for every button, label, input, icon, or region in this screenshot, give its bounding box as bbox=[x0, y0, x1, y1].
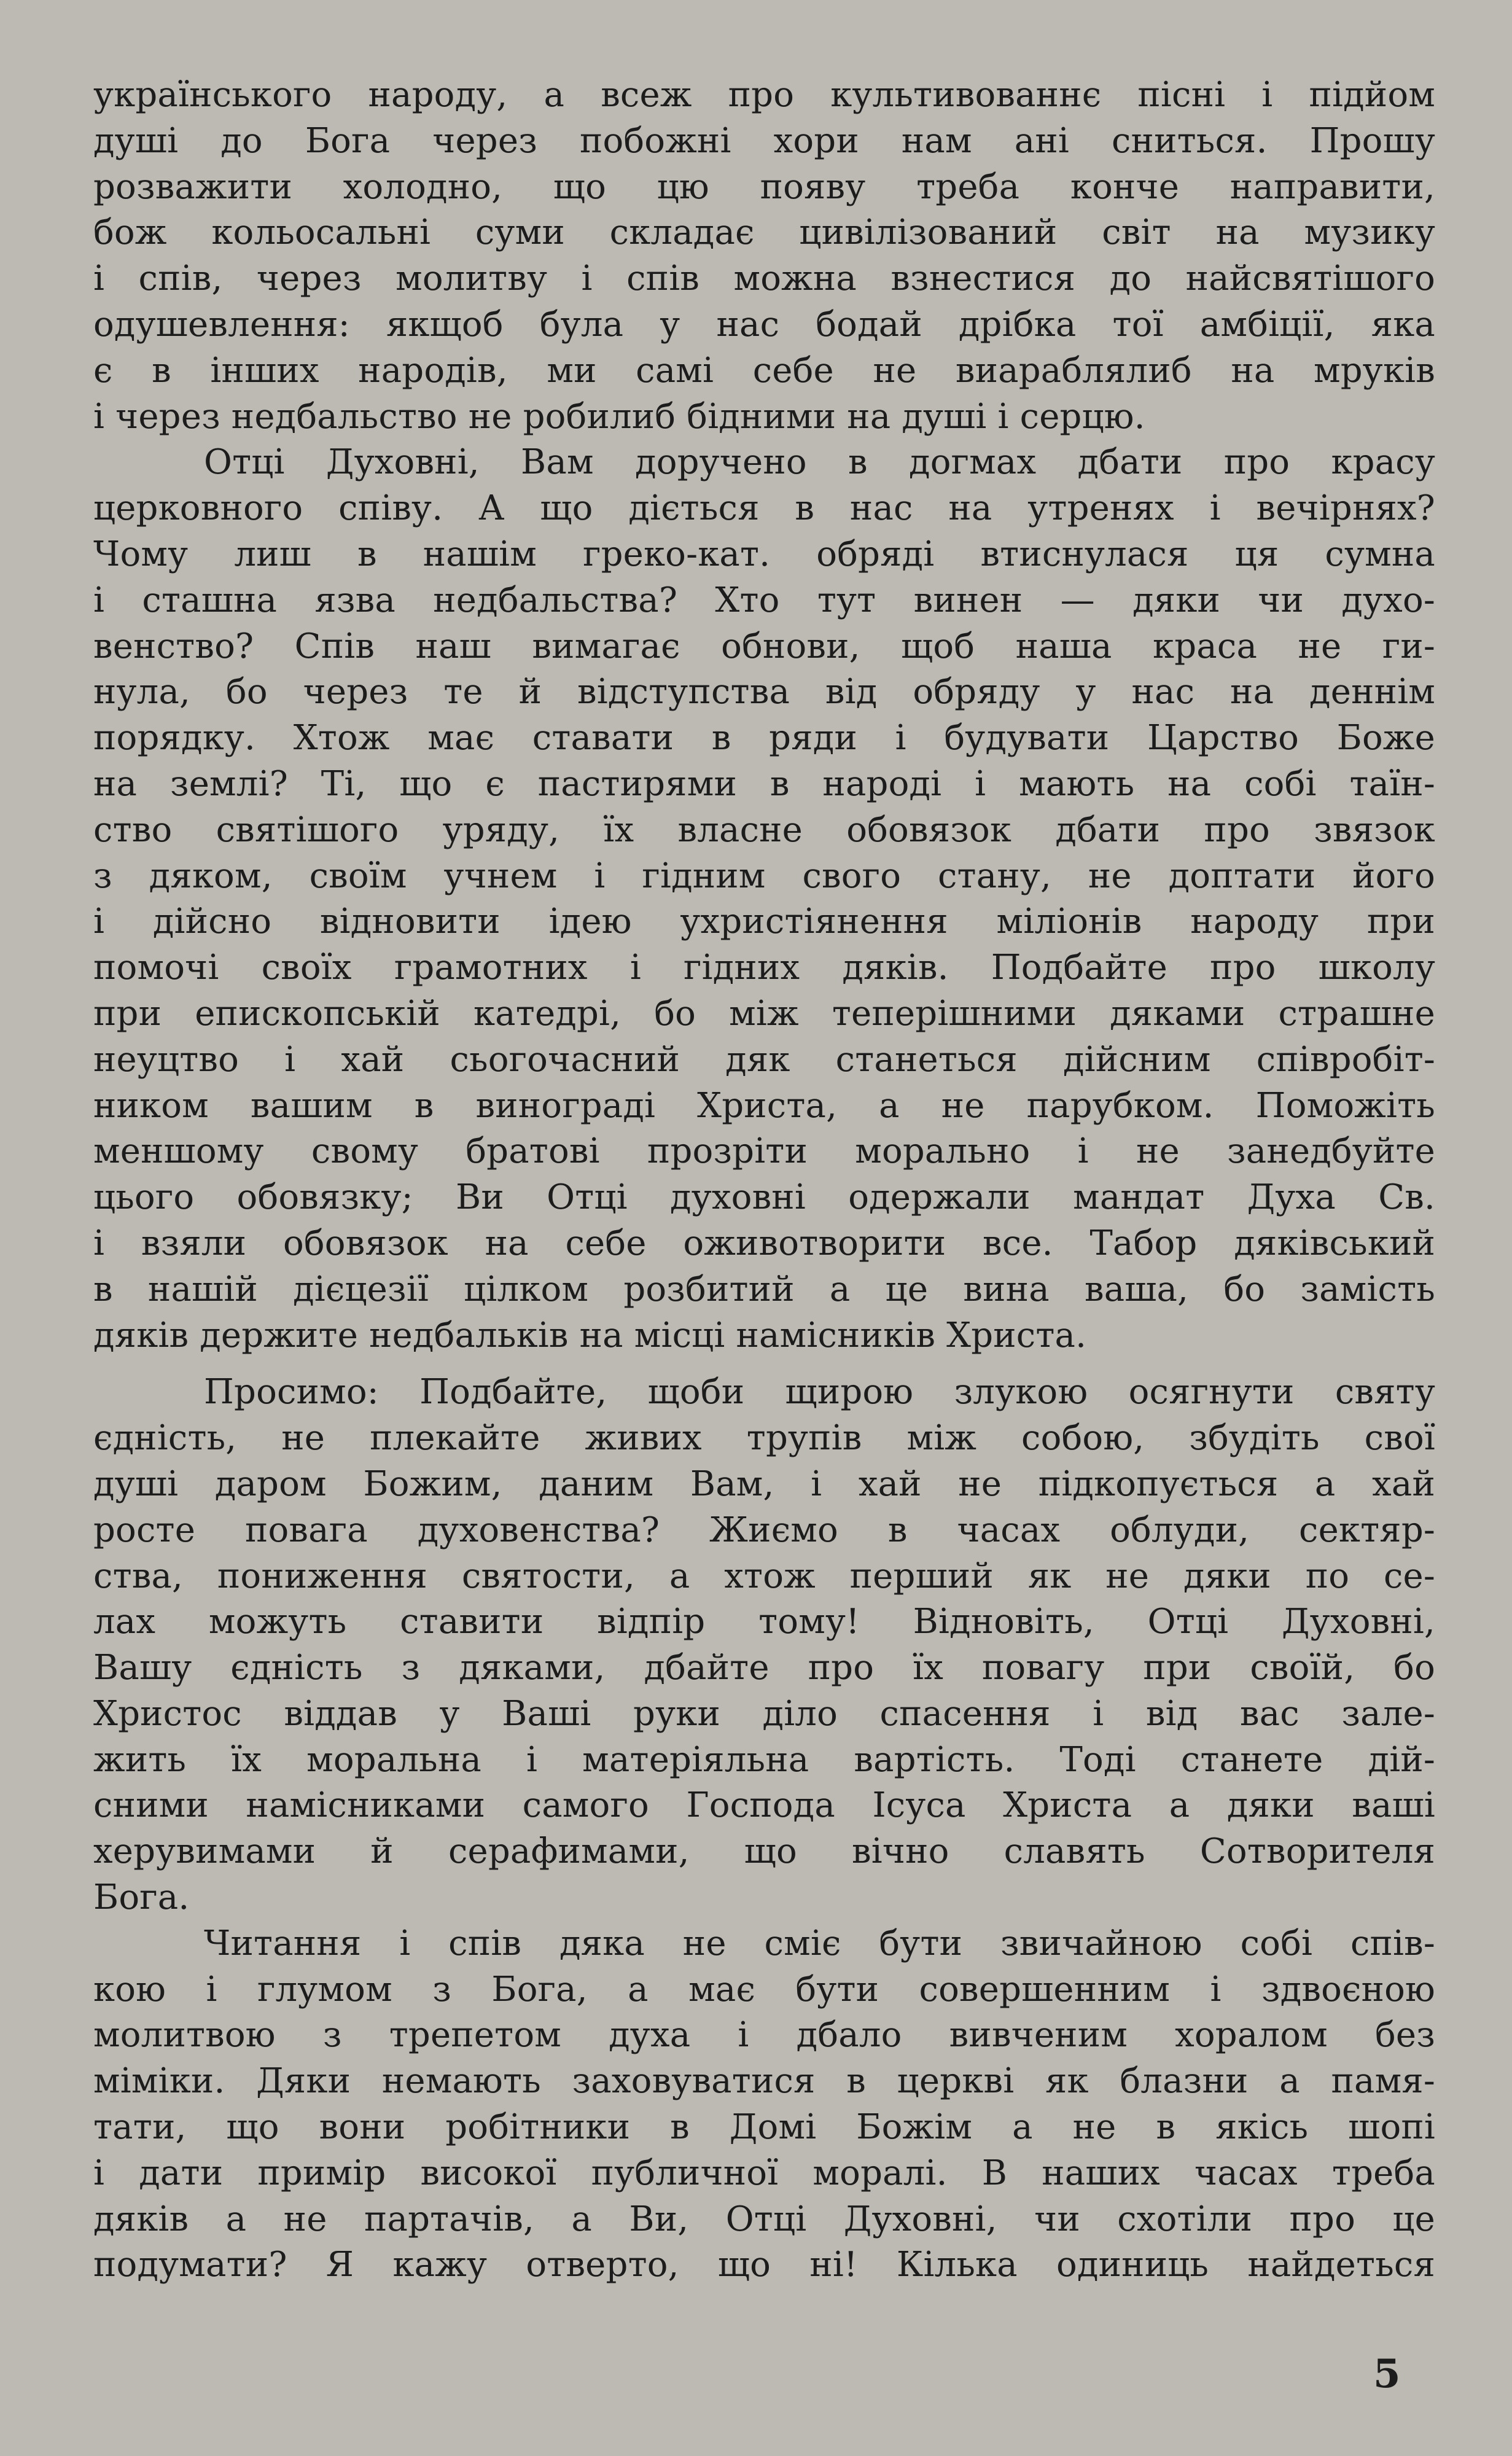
text-line: сними намісниками самого Господа Ісуса Христа а дяки ваші bbox=[93, 1785, 1435, 1826]
text-line: молитвою з трепетом духа і дбало вивченим хоралом без bbox=[93, 2015, 1435, 2056]
text-line: українського народу, а всеж про культивованнє пісні і підйом bbox=[93, 75, 1435, 115]
text-line: росте повага духовенства? Жиємо в часах облуди, сектяр- bbox=[93, 1510, 1435, 1550]
text-line: при епископській катедрі, бо між теперішними дяками страшне bbox=[93, 993, 1435, 1034]
text-line: і сташна язва недбальства? Хто тут винен — дяки чи духо- bbox=[93, 580, 1435, 620]
text-line: і дійсно відновити ідею ухристіянення міліонів народу при bbox=[93, 902, 1435, 942]
page-number: 5 bbox=[1373, 2351, 1401, 2397]
text-line: херувимами й серафимами, що вічно славять Сотворителя bbox=[93, 1831, 1435, 1872]
paragraph-start-line: Просимо: Подбайте, щоби щирою злукою осягнути святу bbox=[204, 1372, 1435, 1413]
text-line: в нашій дієцезії цілком розбитий а це вина ваша, бо замість bbox=[93, 1269, 1435, 1309]
paragraph-start-line: Отці Духовні, Вам доручено в догмах дбати про красу bbox=[204, 442, 1435, 483]
text-line: дяків а не партачів, а Ви, Отці Духовні, чи схотіли про це bbox=[93, 2199, 1435, 2239]
text-line: Христос віддав у Ваші руки діло спасення і від вас зале- bbox=[93, 1693, 1435, 1734]
text-line: Вашу єдність з дяками, дбайте про їх повагу при своїй, бо bbox=[93, 1648, 1435, 1688]
text-line: розважити холодно, що цю появу треба конче направити, bbox=[93, 166, 1435, 207]
text-line: лах можуть ставити відпір тому! Відновіть, Отці Духовні, bbox=[93, 1602, 1435, 1642]
text-line: душі даром Божим, даним Вам, і хай не підкопується а хай bbox=[93, 1464, 1435, 1504]
text-line: церковного співу. А що діється в нас на утренях і вечірнях? bbox=[93, 488, 1435, 529]
body-text bbox=[93, 72, 1435, 2288]
text-line: і взяли обовязок на себе оживотворити все. Табор дяківський bbox=[93, 1223, 1435, 1263]
text-line: меншому свому братові прозріти морально і не занедбуйте bbox=[93, 1131, 1435, 1172]
text-line: жить їх моральна і матеріяльна вартість. Тоді станете дій- bbox=[93, 1739, 1435, 1780]
text-line: Чому лиш в нашім греко-кат. обряді втиснулася ця сумна bbox=[93, 534, 1435, 574]
text-line: венство? Спів наш вимагає обнови, щоб наша краса не ги- bbox=[93, 626, 1435, 666]
text-line: ство святішого уряду, їх власне обовязок дбати про звязок bbox=[93, 809, 1435, 850]
text-line: душі до Бога через побожні хори нам ані сниться. Прошу bbox=[93, 120, 1435, 161]
text-line: тати, що вони робітники в Домі Божім а не в якісь шопі bbox=[93, 2107, 1435, 2148]
text-line: єдність, не плекайте живих трупів між собою, збудіть свої bbox=[93, 1418, 1435, 1459]
paragraph-start-line: Читання і спів дяка не сміє бути звичайною собі спів- bbox=[204, 1923, 1435, 1963]
text-line: подумати? Я кажу отверто, що ні! Кілька одиниць найдеться bbox=[93, 2245, 1435, 2285]
text-line: порядку. Хтож має ставати в ряди і будувати Царство Боже bbox=[93, 718, 1435, 758]
text-line: на землі? Ті, що є пастирями в народі і мають на собі таїн- bbox=[93, 763, 1435, 804]
text-line: і дати примір високої публичної моралі. В наших часах треба bbox=[93, 2153, 1435, 2193]
text-line: і спів, через молитву і спів можна взнестися до найсвятішого bbox=[93, 259, 1435, 299]
text-line: бож кольосальні суми складає цивілізований світ на музику bbox=[93, 212, 1435, 253]
text-line: Бога. bbox=[93, 1877, 190, 1918]
text-line: неуцтво і хай сьогочасний дяк станеться дійсним співробіт- bbox=[93, 1039, 1435, 1080]
text-line: і через недбальство не робилиб бідними на душі і серцю. bbox=[93, 396, 1145, 437]
text-line: нула, бо через те й відступства від обряду у нас на деннім bbox=[93, 672, 1435, 712]
text-line: цього обовязку; Ви Отці духовні одержали мандат Духа Св. bbox=[93, 1177, 1435, 1218]
text-line: дяків держите недбальків на місці намісників Христа. bbox=[93, 1315, 1087, 1355]
text-line: ства, пониження святости, а хтож перший як не дяки по се- bbox=[93, 1556, 1435, 1596]
text-line: ником вашим в винограді Христа, а не парубком. Поможіть bbox=[93, 1085, 1435, 1126]
text-line: з дяком, своїм учнем і гідним свого стану, не доптати його bbox=[93, 856, 1435, 896]
text-line: помочі своїх грамотних і гідних дяків. Подбайте про школу bbox=[93, 948, 1435, 988]
text-line: міміки. Дяки немають заховуватися в церкві як блазни а памя- bbox=[93, 2061, 1435, 2102]
text-line: є в інших народів, ми самі себе не виараблялиб на мруків bbox=[93, 350, 1435, 391]
text-line: кою і глумом з Бога, а має бути совершенним і здвоєною bbox=[93, 1969, 1435, 2010]
text-line: одушевлення: якщоб була у нас бодай дрібка тої амбіції, яка bbox=[93, 304, 1435, 345]
